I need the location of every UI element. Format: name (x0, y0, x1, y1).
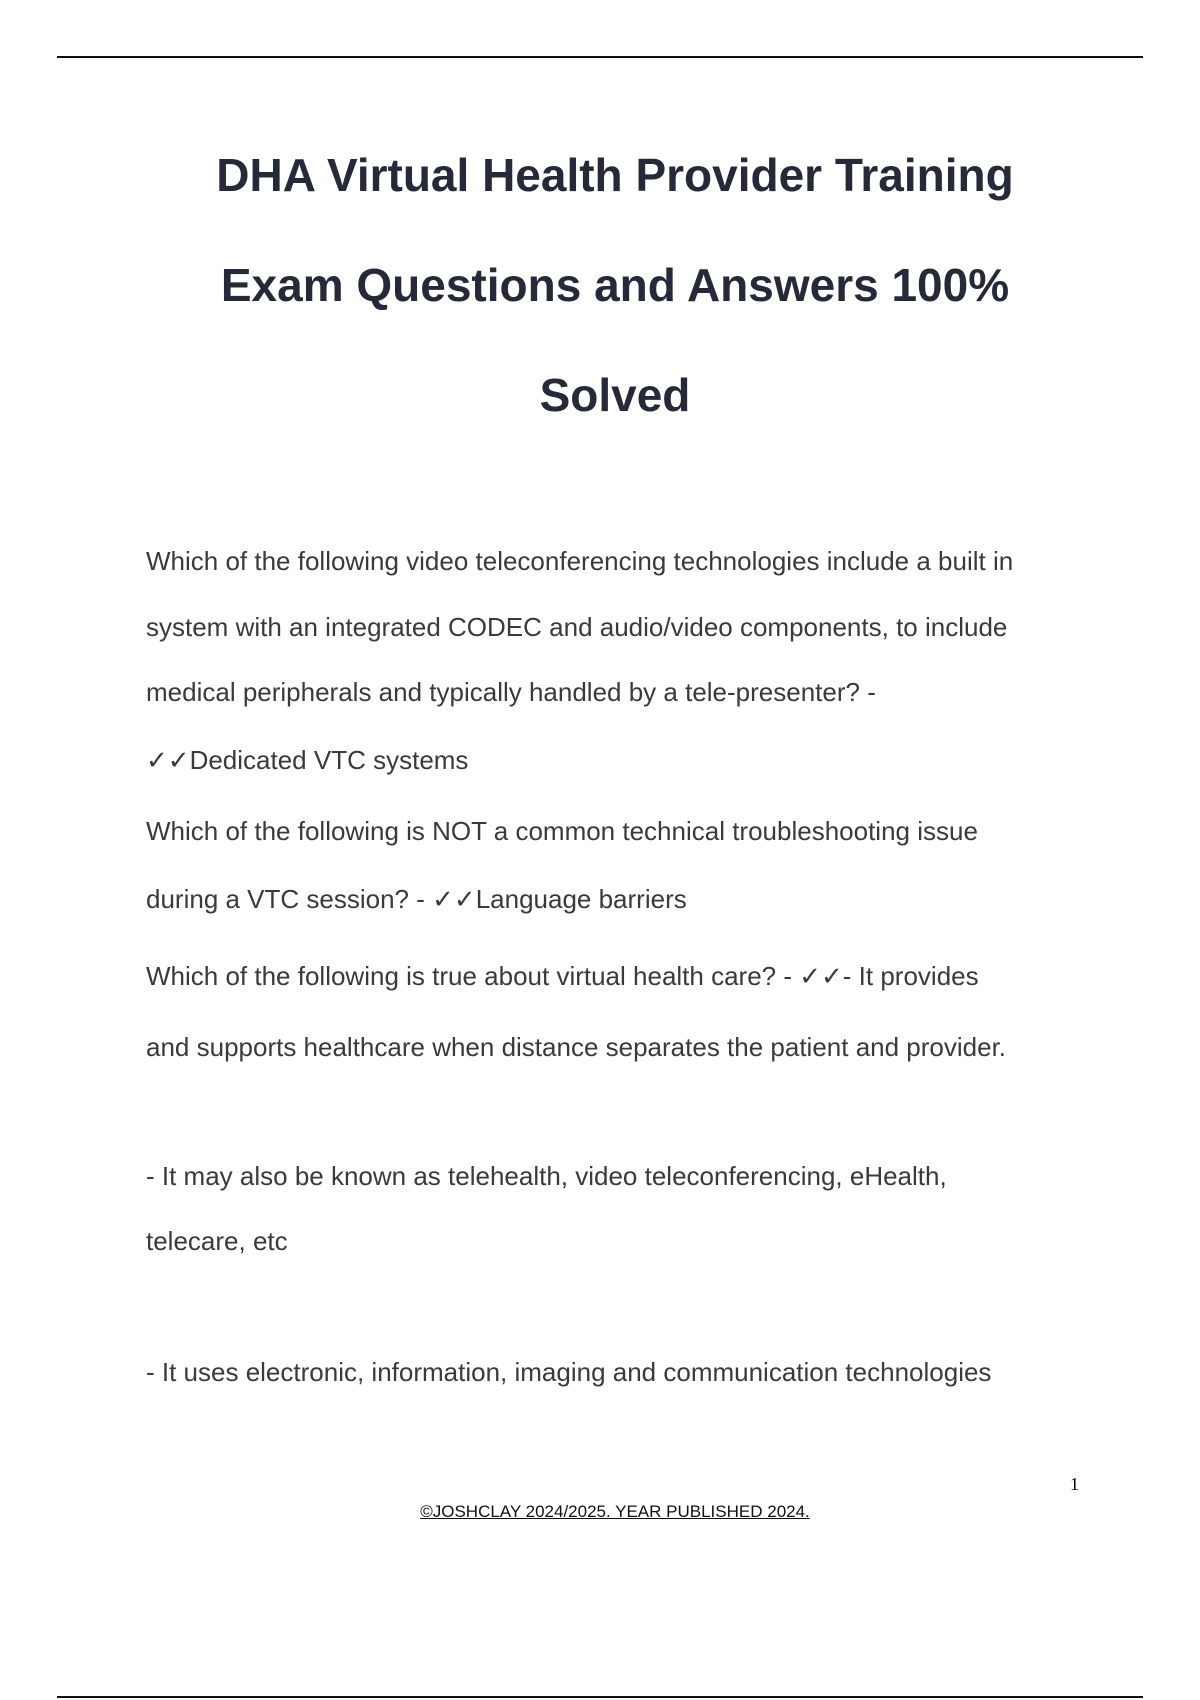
q3-line-3: - It may also be known as telehealth, video teleconferencing, eHealth, (146, 1161, 947, 1191)
q1-line-1: Which of the following video teleconferencing technologies include a built in (146, 546, 1014, 576)
title-line-2: Exam Questions and Answers 100% (220, 259, 1010, 311)
footer-copyright: ©JOSHCLAY 2024/2025. YEAR PUBLISHED 2024. (420, 1502, 810, 1521)
q1-line-3: medical peripherals and typically handled by a tele-presenter? - (146, 677, 876, 707)
document-title (100, 120, 1130, 450)
title-line-3: Solved (539, 369, 691, 421)
q2-line-2: during a VTC session? - ✓✓Language barriers (146, 884, 687, 914)
q3-line-4: telecare, etc (146, 1226, 288, 1256)
bottom-rule (57, 1696, 1143, 1698)
q2-line-1: Which of the following is NOT a common technical troubleshooting issue (146, 816, 978, 846)
q3-line-1: Which of the following is true about virtual health care? - ✓✓- It provides (146, 961, 979, 991)
q3-line-5: - It uses electronic, information, imaging and communication technologies (146, 1357, 992, 1387)
q1-answer: ✓✓Dedicated VTC systems (146, 745, 469, 775)
q3-line-2: and supports healthcare when distance separates the patient and provider. (146, 1032, 1007, 1062)
top-rule (57, 56, 1143, 58)
title-line-1: DHA Virtual Health Provider Training (216, 149, 1014, 201)
page-number: 1 (1070, 1474, 1079, 1494)
q1-line-2: system with an integrated CODEC and audio/video components, to include (146, 612, 1008, 642)
